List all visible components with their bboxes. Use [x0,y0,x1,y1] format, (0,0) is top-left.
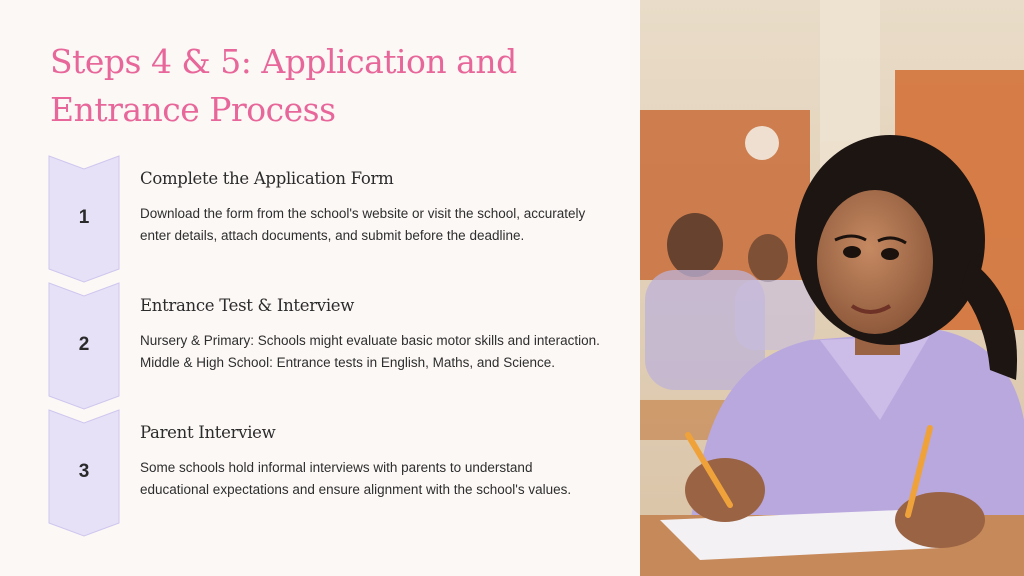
step-title-3: Parent Interview [140,423,276,442]
step-title-1: Complete the Application Form [140,169,394,188]
step-body-3: Some schools hold informal interviews with parents to understand educational expectations and ensure alignment with the school's values. [140,460,572,497]
step-body-1: Download the form from the school's website or visit the school, accurately enter details, attach documents, and submit before the deadline. [140,206,586,243]
step-body-2: Nursery & Primary: Schools might evaluate basic motor skills and interaction. Middle & High School: Entrance tests in English, Maths, and Science. [140,333,600,370]
step-title-2: Entrance Test & Interview [140,296,355,315]
step-number-1: 1 [78,207,90,228]
slide-title: Steps 4 & 5: Application and Entrance Process [50,42,517,129]
step-item-2 [48,282,618,410]
step-number-3: 3 [78,461,90,482]
student-illustration [640,0,1024,576]
step-number-2: 2 [78,334,90,355]
step-item-1 [48,155,618,283]
classroom-student-photo [640,0,1024,576]
step-item-3 [48,409,618,537]
